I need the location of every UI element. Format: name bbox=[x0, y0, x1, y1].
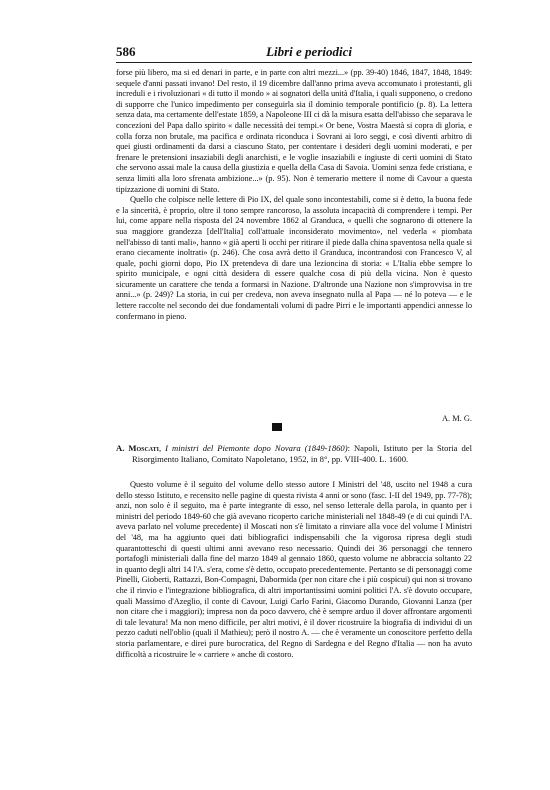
header-rule bbox=[116, 62, 472, 63]
page-number: 586 bbox=[116, 44, 136, 59]
continuation-paragraph-1: forse più libero, ma si ed denari in parte, e in parte con altri mezzi...» (pp. 39-40) 1846, 1847, 1848, 1849: sequele d'anni passati invano! Del resto, il 19 dicembre dall'anno prima aveva accomunato i protestanti, gli increduli e i rivoluzionari « di tutto il mondo » ai sognatori della unità d'Italia, i quali supponeno, o credono di supporre che l'unico impedimento per conseguirla sia il dominio temporale pontificio (p. 8). La lettera senza data, ma certamente dell'estate 1859, a Napoleone III ci dà la misura esatta dell'abisso che separava le concezioni del Papa dallo spirito « dalle necessità dei tempi.« Or bene, Vostra Maestà si copra di gloria, e colla forza non brutale, ma pacifica e ordinata riconduca i Sovrani ai loro seggi, e così diventi arbitro di quei giusti ordinamenti da darsi a ciascuno Stato, per contentare i desideri degli uomini moderati, e per frenare le pretensioni insaziabili degli anarchisti, e le voglie insaziabili e ingiuste di certi uomini di Stato che servono assai male la causa della giustizia e quella della Casa di Savoia. Uomini senza fede cristiana, e senza limiti alla loro sfrenata ambizione...» (p. 95). Non è temerario mettere il nome di Cavour a questa tipizzazione di uomini di Stato. bbox=[116, 68, 472, 194]
book-reference: A. Moscati, I ministri del Piemonte dopo Novara (1849-1860): Napoli, Istituto per la Storia del Risorgimento Italiano, Comitato Napoletano, 1952, in 8°, pp. VIII-400. L. 1600. bbox=[116, 443, 472, 464]
book-details: : Napoli, Istituto per la Storia del Risorgimento Italiano, Comitato Napoletano, 1952, in 8°, pp. VIII-400. L. 1600. bbox=[132, 443, 472, 464]
book-title: I ministri del Piemonte dopo Novara (1849-1860) bbox=[165, 443, 348, 453]
continuation-text bbox=[116, 68, 472, 322]
continuation-paragraph-2: Quello che colpisce nelle lettere di Pio IX, del quale sono incontestabili, come si è detto, la buona fede e la sincerità, è proprio, oltre il tono sempre rancoroso, la assoluta incapacità di comprendere i tempi. Per lui, come appare nella risposta del 24 novembre 1862 al Granduca, « quelli che sognarono di ottenere la sua maggiore grandezza [dell'Italia] coll'attuale inconsiderato movimento», nel vederla « piombata nell'abisso di tanti mali», hanno « già aperti li occhi per ritirare il piede dalla china spaventosa nella quale si erano ciecamente inoltrati» (p. 246). Che cosa avrà detto il Granduca, incontrandosi con Francesco V, al quale, pochi giorni dopo, Pio IX pretendeva di dare una lezioncina di storia: « L'Italia ebbe sempre lo spirito municipale, e ogni città desidera di essere qualche cosa di più della vicina. Non è questo sicuramente un carattere che tenda a formarsi in Nazione. D'altronde una Nazione non s'improvvisa in tre anni...» (p. 249)? La storia, in cui per credeva, non aveva insegnato nulla al Papa — né lo poteva — e le lettere raccolte nel secondo dei due fondamentali volumi di padre Pirri e le importanti appendici annesse lo confermano in pieno. bbox=[116, 195, 472, 321]
book-author: A. Moscati bbox=[116, 443, 160, 453]
reviewer-signature: A. M. G. bbox=[441, 414, 472, 423]
section-ornament bbox=[272, 423, 282, 431]
running-title: Libri e periodici bbox=[266, 44, 352, 59]
review-paragraph-1: Questo volume è il seguito del volume dello stesso autore I Ministri del '48, uscito nel 1948 a cura dello stesso Istituto, e recensito nelle pagine di questa rivista 4 anni or sono (fasc. I-II del 1949, pp. 77-78); anzi, non solo è il seguito, ma è parte integrante di esso, nel senso letterale della parola, in quanto per i ministri del periodo 1849-60 che già avevano ricoperto cariche ministeriali nel 1848-49 (e di cui quindi l'A. aveva parlato nel volume precedente) il Moscati non s'è limitato a rinviare alla voce del volume I Ministri del '48, ma ha aggiunto quei dati bibliografici indispensabili che la vigorosa ripresa degli studi quarantotteschi di questi ultimi anni avevano reso necessario. Quindi dei 36 personaggi che tennero portafogli ministeriali dalla fine del marzo 1849 al gennaio 1860, questo volume ne abbraccia soltanto 22 in quanto degli altri 14 l'A. s'era, come s'è detto, occupato precedentemente. Pertanto se di personaggi come Pinelli, Gioberti, Rattazzi, Bon-Compagni, Dabormida (per non citare che i più cospicui) qui non si trovano che il rinvio e l'integrazione bibliografica, di altri importantissimi uomini politici l'A. s'è dovuto occupare, quali Massimo d'Azeglio, il conte di Cavour, Luigi Carlo Farini, Giacomo Durando, Giovanni Lanza (per non citare che i maggiori); impresa non da poco davvero, chè è sempre arduo il dover affrontare argomenti di tale levatura! Ma non meno difficile, per altri motivi, è il dover ricostruire la biografia di individui di un pezzo caduti nell'oblio (quali il Mathieu); però il nostro A. — che è veramente un conoscitore perfetto della storia parlamentare, e direi pure burocratica, del Regno di Sardegna e del Regno d'Italia — non ha avuto difficoltà a ricostruire le « carriere » anche di costoro. bbox=[116, 480, 472, 659]
review-text bbox=[116, 480, 472, 660]
page-header bbox=[116, 44, 472, 60]
